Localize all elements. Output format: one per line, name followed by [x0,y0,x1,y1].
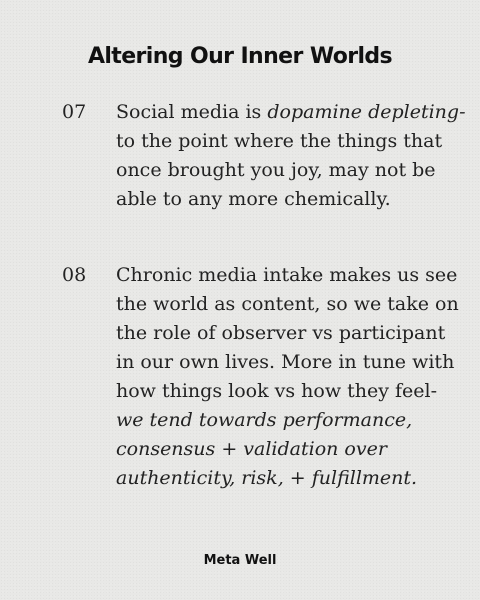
item-text [116,261,466,493]
item-text-plain: Chronic media intake makes us see the world as content, so we take on the role of observer vs participant in our own lives. More in tune with how things look vs how they feel- [116,264,459,402]
item-text-plain: Social media is [116,101,268,123]
item-text [116,98,466,214]
page-title: Altering Our Inner Worlds [87,44,393,69]
item-text-plain: to the point where the things that once brought you joy, may not be able to any more chemically. [116,130,443,210]
brand-footer: Meta Well [203,553,277,568]
item-number: 07 [62,101,87,123]
item-text-emphasis: we tend towards performance, consensus + validation over authenticity, risk, + fulfillment. [116,409,418,489]
item-number: 08 [62,264,87,286]
item-text-emphasis: dopamine depleting- [267,101,466,123]
